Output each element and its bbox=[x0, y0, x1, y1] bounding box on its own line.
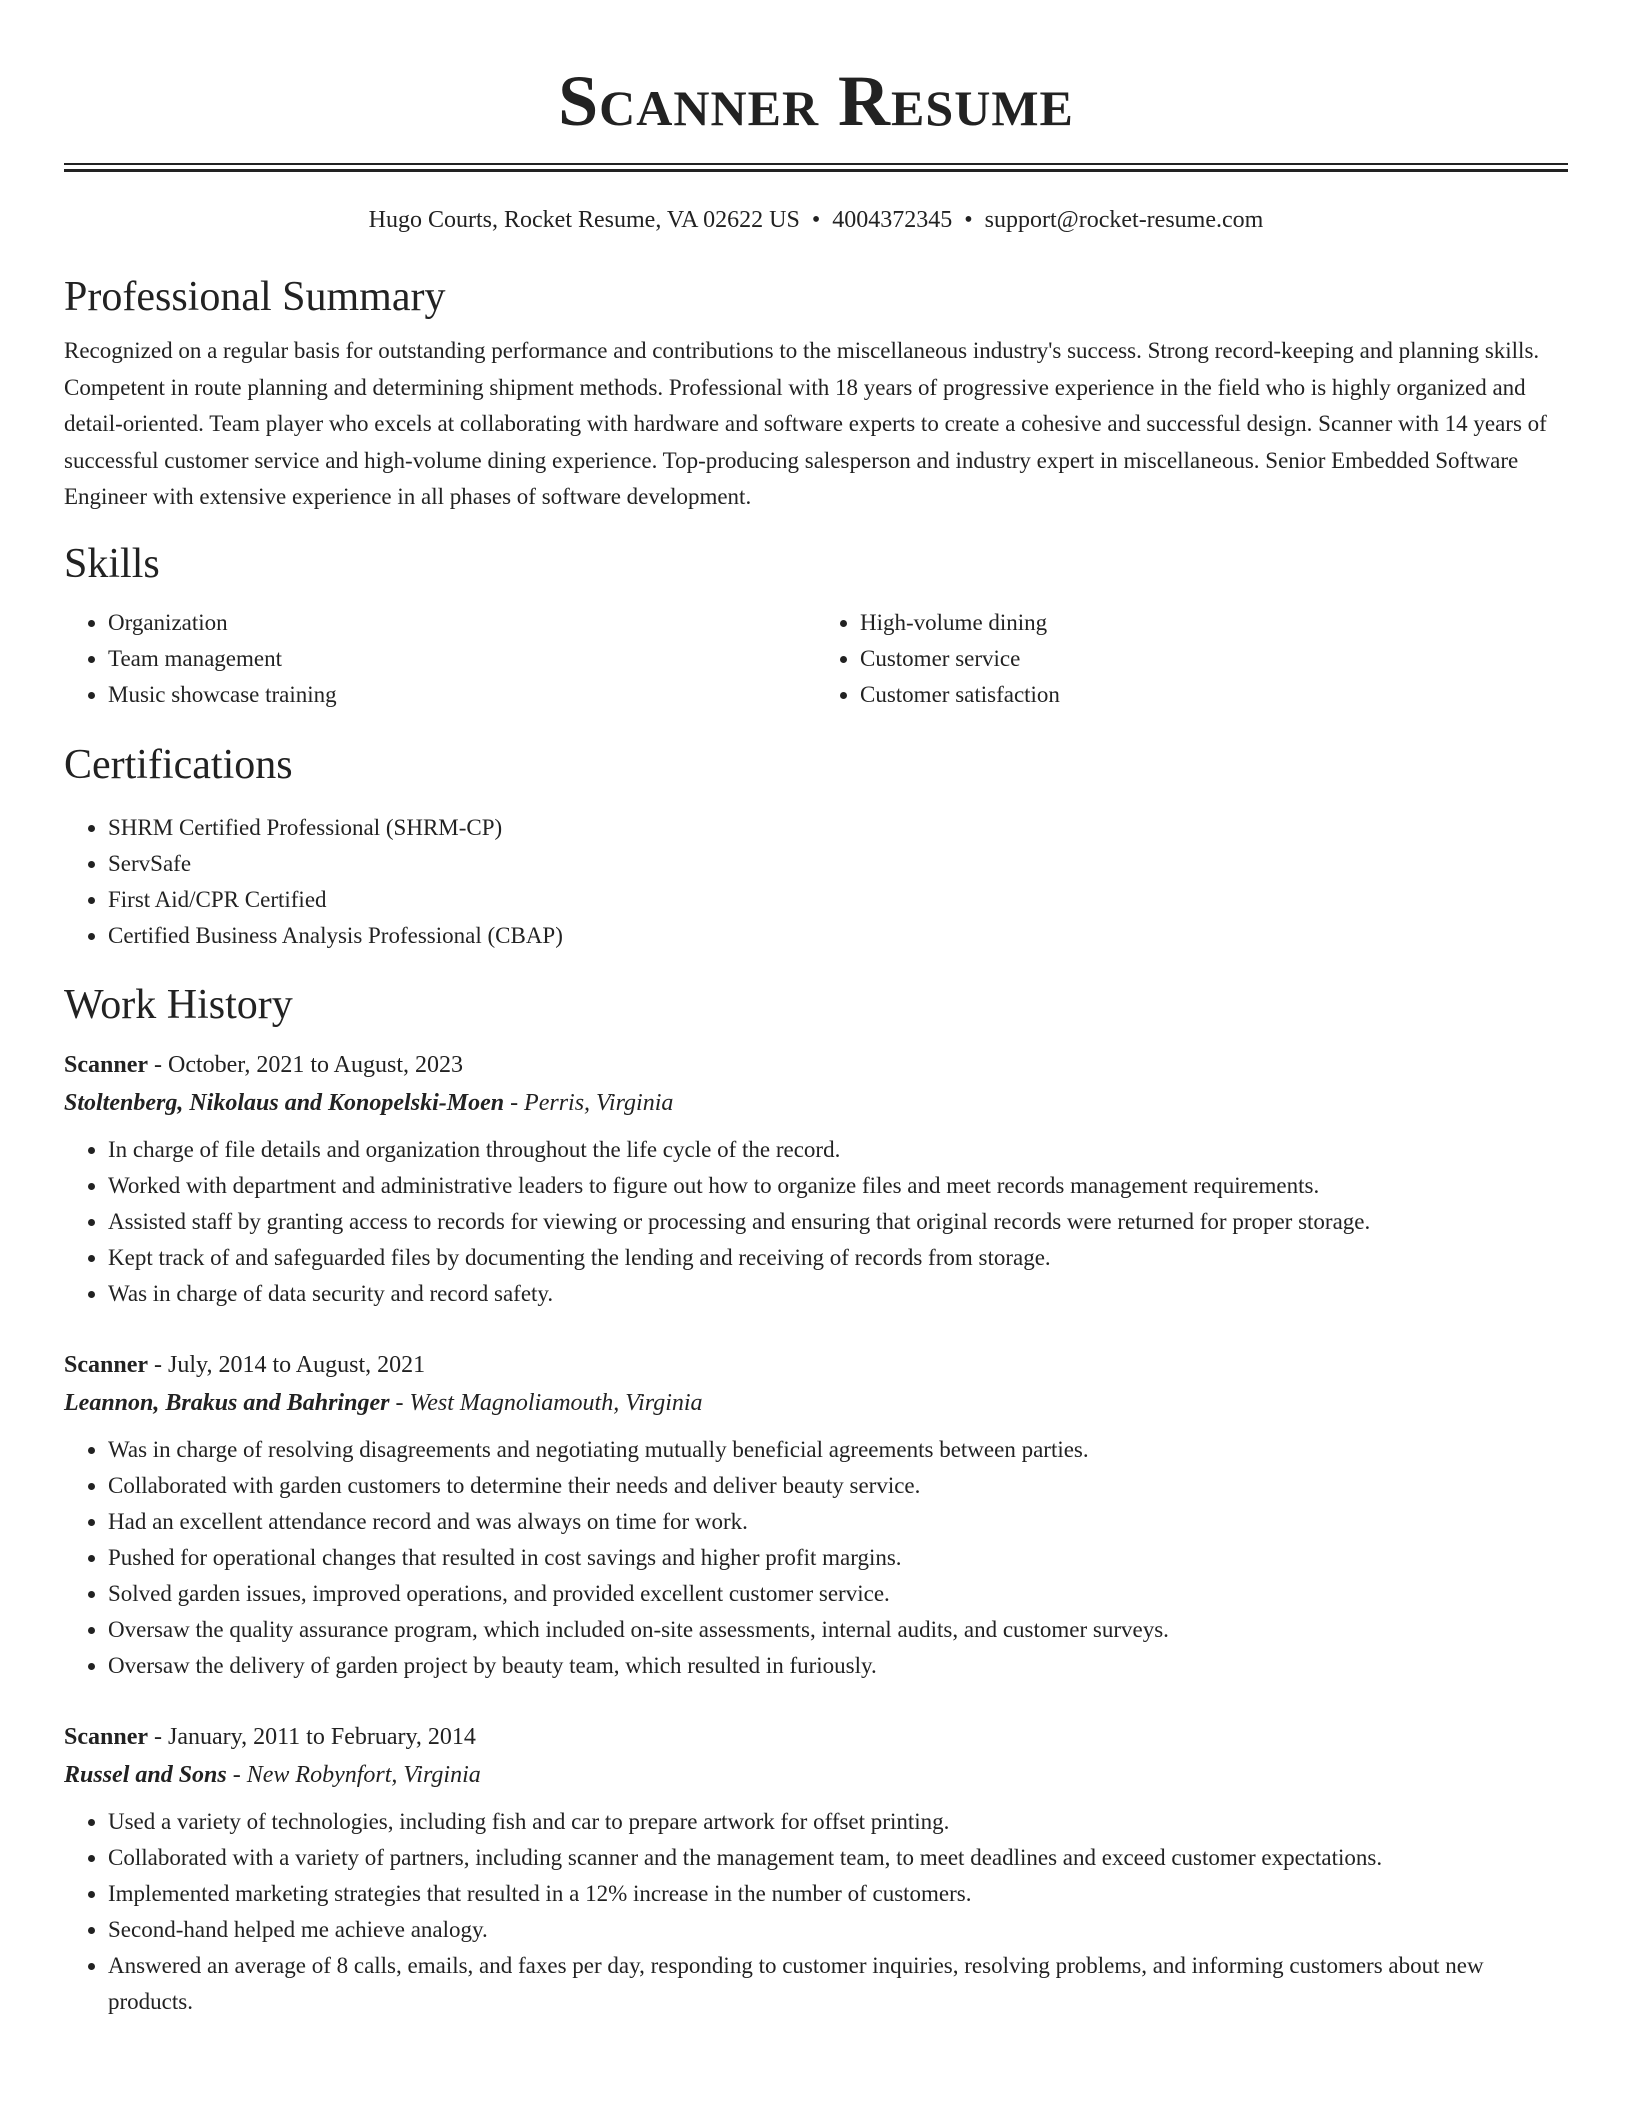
job-title-line bbox=[64, 1046, 1568, 1084]
job-title: Scanner bbox=[64, 1723, 148, 1750]
job-bullets bbox=[64, 1804, 1568, 2020]
certifications-section bbox=[64, 740, 1568, 954]
job-entry bbox=[64, 1346, 1568, 1684]
skills-grid bbox=[64, 605, 1568, 713]
skill-item: • Team management bbox=[108, 641, 816, 677]
job-bullet: • Kept track of and safeguarded files by documenting the lending and receiving of records from storage. bbox=[108, 1240, 1568, 1276]
job-bullets bbox=[64, 1132, 1568, 1312]
job-bullet: • Implemented marketing strategies that resulted in a 12% increase in the number of customers. bbox=[108, 1876, 1568, 1912]
contact-line bbox=[64, 204, 1568, 236]
skill-item: • Music showcase training bbox=[108, 677, 816, 713]
job-company-line bbox=[64, 1084, 1568, 1122]
certification-item: • First Aid/CPR Certified bbox=[108, 882, 1568, 918]
job-bullet: • Oversaw the delivery of garden project by beauty team, which resulted in furiously. bbox=[108, 1648, 1568, 1684]
job-title-line bbox=[64, 1346, 1568, 1384]
job-dates: - July, 2014 to August, 2021 bbox=[148, 1351, 426, 1378]
job-bullet: • Used a variety of technologies, including fish and car to prepare artwork for offset printing. bbox=[108, 1804, 1568, 1840]
job-location: - West Magnoliamouth, Virginia bbox=[389, 1389, 703, 1416]
summary-heading: Professional Summary bbox=[64, 274, 446, 320]
skills-list-left bbox=[64, 605, 816, 713]
job-entry bbox=[64, 1046, 1568, 1312]
job-bullet: • Had an excellent attendance record and was always on time for work. bbox=[108, 1504, 1568, 1540]
title-divider bbox=[64, 163, 1568, 172]
job-title: Scanner bbox=[64, 1351, 148, 1378]
job-location: - New Robynfort, Virginia bbox=[226, 1761, 481, 1788]
certification-item: • Certified Business Analysis Professional (CBAP) bbox=[108, 918, 1568, 954]
certifications-heading: Certifications bbox=[64, 741, 293, 788]
job-entry bbox=[64, 1718, 1568, 2020]
contact-separator: • bbox=[811, 207, 821, 233]
job-bullet: • Was in charge of resolving disagreements and negotiating mutually beneficial agreements between parties. bbox=[108, 1432, 1568, 1468]
certification-item: • SHRM Certified Professional (SHRM-CP) bbox=[108, 810, 1568, 846]
job-company-line bbox=[64, 1756, 1568, 1794]
summary-text: Recognized on a regular basis for outstanding performance and contributions to the miscellaneous industry's success. Strong record-keeping and planning skills. Competent in route planning and determining shipment methods. Professional with 18 years of progressive experience in the field who is highly organized and detail-oriented. Team player who excels at collaborating with hardware and software experts to create a cohesive and successful design. Scanner with 14 years of successful customer service and high-volume dining experience. Top-producing salesperson and industry expert in miscellaneous. Senior Embedded Software Engineer with extensive experience in all phases of software development. bbox=[64, 338, 1547, 509]
contact-phone: 4004372345 bbox=[832, 207, 953, 233]
work-history-heading: Work History bbox=[64, 981, 293, 1028]
job-bullet: • Solved garden issues, improved operations, and provided excellent customer service. bbox=[108, 1576, 1568, 1612]
resume-title: Scanner Resume bbox=[558, 61, 1074, 141]
work-history-section bbox=[64, 980, 1568, 2020]
skill-item: • Customer satisfaction bbox=[860, 677, 1568, 713]
contact-separator: • bbox=[964, 207, 973, 233]
job-company: Stoltenberg, Nikolaus and Konopelski-Moen bbox=[64, 1089, 505, 1116]
job-bullet: • Assisted staff by granting access to records for viewing or processing and ensuring that original records were returned for proper storage. bbox=[108, 1204, 1568, 1240]
skill-item: • High-volume dining bbox=[860, 605, 1568, 641]
contact-address: Hugo Courts, Rocket Resume, VA 02622 US bbox=[368, 207, 800, 233]
job-dates: - October, 2021 to August, 2023 bbox=[148, 1051, 464, 1078]
summary-section bbox=[64, 272, 1568, 516]
job-bullet: • Pushed for operational changes that resulted in cost savings and higher profit margins. bbox=[108, 1540, 1568, 1576]
job-company: Leannon, Brakus and Bahringer bbox=[64, 1389, 390, 1416]
skill-item: • Customer service bbox=[860, 641, 1568, 677]
job-bullet: • Oversaw the quality assurance program, which included on-site assessments, internal audits, and customer surveys. bbox=[108, 1612, 1568, 1648]
job-bullet: • Collaborated with garden customers to determine their needs and deliver beauty service. bbox=[108, 1468, 1568, 1504]
job-bullet: • Worked with department and administrative leaders to figure out how to organize files and meet records management requirements. bbox=[108, 1168, 1568, 1204]
skills-heading: Skills bbox=[64, 540, 160, 587]
job-bullet: • Collaborated with a variety of partners, including scanner and the management team, to meet deadlines and exceed customer expectations. bbox=[108, 1840, 1568, 1876]
contact-email: support@rocket-resume.com bbox=[984, 207, 1264, 233]
skills-list-right bbox=[816, 605, 1568, 713]
job-dates: - January, 2011 to February, 2014 bbox=[148, 1723, 476, 1750]
job-company-line bbox=[64, 1384, 1568, 1422]
job-location: - Perris, Virginia bbox=[504, 1089, 674, 1116]
job-company: Russel and Sons bbox=[64, 1761, 227, 1788]
job-title-line bbox=[64, 1718, 1568, 1756]
job-title: Scanner bbox=[64, 1051, 148, 1078]
job-bullets bbox=[64, 1432, 1568, 1684]
certification-item: • ServSafe bbox=[108, 846, 1568, 882]
job-bullet: • Answered an average of 8 calls, emails, and faxes per day, responding to customer inquiries, resolving problems, and informing customers about new products. bbox=[108, 1948, 1568, 2020]
certifications-list bbox=[64, 810, 1568, 954]
job-bullet: • Was in charge of data security and record safety. bbox=[108, 1276, 1568, 1312]
job-bullet: • Second-hand helped me achieve analogy. bbox=[108, 1912, 1568, 1948]
job-bullet: • In charge of file details and organization throughout the life cycle of the record. bbox=[108, 1132, 1568, 1168]
skills-section bbox=[64, 539, 1568, 713]
skill-item: • Organization bbox=[108, 605, 816, 641]
